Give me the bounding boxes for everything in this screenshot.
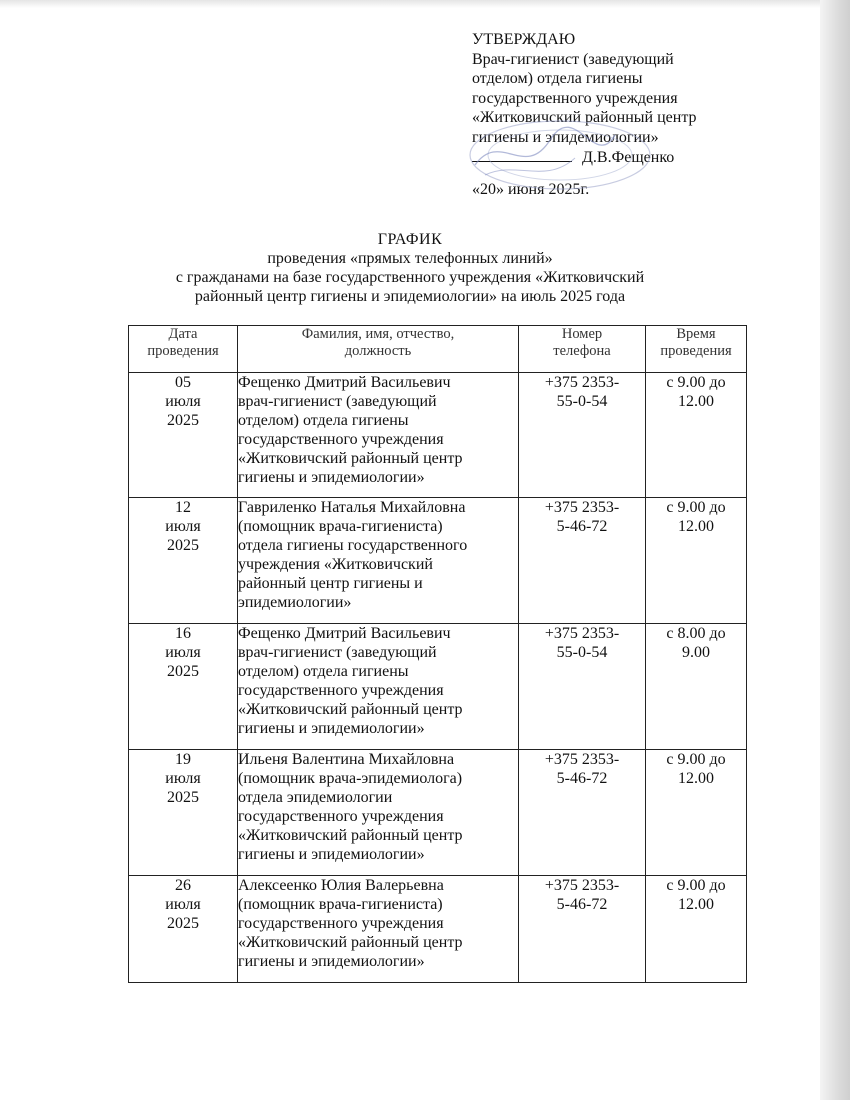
- date-cell: [129, 876, 238, 983]
- cell-text: 5-46-72: [556, 770, 608, 787]
- cell-text: государственного учреждения: [238, 682, 444, 699]
- cell-text: районный центр гигиены и: [238, 575, 423, 592]
- header-text: телефона: [553, 343, 611, 359]
- table-row: [129, 876, 747, 983]
- cell-text: отделом) отдела гигиены: [238, 412, 409, 429]
- cell-text: «Житковичский районный центр: [238, 827, 463, 844]
- cell-text: +375 2353-: [544, 877, 620, 894]
- header-date: [129, 326, 238, 373]
- cell-text: июля: [165, 393, 201, 410]
- cell-text: врач-гигиенист (заведующий: [238, 644, 437, 661]
- header-text: проведения: [147, 343, 219, 359]
- cell-text: июля: [165, 518, 201, 535]
- cell-text: эпидемиологии»: [238, 594, 352, 611]
- stamp-icon: [455, 110, 665, 200]
- phone-cell: [519, 498, 646, 624]
- cell-text: 26: [175, 877, 191, 894]
- time-cell: [646, 373, 747, 498]
- cell-text: гигиены и эпидемиологии»: [238, 469, 425, 486]
- cell-text: 12.00: [678, 896, 714, 913]
- table-row: [129, 750, 747, 876]
- time-cell: [646, 876, 747, 983]
- cell-text: (помощник врача-гигиениста): [238, 518, 443, 535]
- approval-line: гигиены и эпидемиологии»: [472, 128, 659, 146]
- cell-text: 2025: [167, 915, 199, 932]
- table-row: [129, 498, 747, 624]
- time-cell: [646, 624, 747, 750]
- cell-text: июля: [165, 770, 201, 787]
- cell-text: гигиены и эпидемиологии»: [238, 846, 425, 863]
- cell-text: с 9.00 до: [666, 877, 726, 894]
- cell-text: +375 2353-: [544, 374, 620, 391]
- time-cell: [646, 498, 747, 624]
- cell-text: учреждения «Житковичский: [238, 556, 433, 573]
- table-row: [129, 373, 747, 498]
- cell-text: 05: [175, 374, 191, 391]
- time-cell: [646, 750, 747, 876]
- date-cell: [129, 498, 238, 624]
- cell-text: 2025: [167, 412, 199, 429]
- cell-text: «Житковичский районный центр: [238, 934, 463, 951]
- approval-date: «20» июня 2025г.: [472, 180, 590, 198]
- cell-text: отделом) отдела гигиены: [238, 663, 409, 680]
- cell-text: 2025: [167, 663, 199, 680]
- cell-text: гигиены и эпидемиологии»: [238, 720, 425, 737]
- cell-text: (помощник врача-эпидемиолога): [238, 770, 463, 787]
- schedule-title: [120, 230, 700, 306]
- cell-text: +375 2353-: [544, 751, 620, 768]
- title-line: проведения «прямых телефонных линий»: [267, 250, 553, 267]
- cell-text: «Житковичский районный центр: [238, 450, 463, 467]
- cell-text: отдела гигиены государственного: [238, 537, 468, 554]
- phone-cell: [519, 876, 646, 983]
- person-cell: [238, 498, 519, 624]
- cell-text: Ильеня Валентина Михайловна: [238, 751, 455, 768]
- cell-text: с 9.00 до: [666, 374, 726, 391]
- cell-text: 5-46-72: [556, 896, 608, 913]
- header-text: Фамилия, имя, отчество,: [301, 326, 455, 342]
- phone-cell: [519, 750, 646, 876]
- cell-text: Фещенко Дмитрий Васильевич: [238, 625, 451, 642]
- approval-line: государственного учреждения: [472, 89, 678, 107]
- cell-text: +375 2353-: [544, 625, 620, 642]
- signature-name: Д.В.Фещенко: [582, 149, 675, 166]
- cell-text: +375 2353-: [544, 499, 620, 516]
- approval-line: Врач-гигиенист (заведующий: [472, 50, 674, 68]
- approval-line: «Житковичский районный центр: [472, 109, 697, 126]
- cell-text: 12.00: [678, 518, 714, 535]
- scan-edge-top: [0, 0, 850, 8]
- table-header-row: [129, 326, 747, 373]
- cell-text: 2025: [167, 789, 199, 806]
- cell-text: июля: [165, 896, 201, 913]
- cell-text: 19: [175, 751, 191, 768]
- cell-text: 5-46-72: [556, 518, 608, 535]
- header-phone: [519, 326, 646, 373]
- person-cell: [238, 750, 519, 876]
- cell-text: июля: [165, 644, 201, 661]
- title-heading: ГРАФИК: [377, 231, 443, 248]
- cell-text: Фещенко Дмитрий Васильевич: [238, 374, 451, 391]
- cell-text: 12.00: [678, 393, 714, 410]
- cell-text: с 9.00 до: [666, 751, 726, 768]
- scan-edge-right: [820, 0, 850, 1100]
- schedule-table: [128, 325, 747, 983]
- title-line: с гражданами на базе государственного учреждения «Житковичский: [175, 269, 645, 286]
- cell-text: Гавриленко Наталья Михайловна: [238, 499, 466, 516]
- cell-text: 55-0-54: [556, 393, 608, 410]
- cell-text: государственного учреждения: [238, 808, 444, 825]
- cell-text: с 9.00 до: [666, 499, 726, 516]
- header-text: Время: [676, 326, 716, 342]
- phone-cell: [519, 373, 646, 498]
- cell-text: (помощник врача-гигиениста): [238, 896, 443, 913]
- cell-text: врач-гигиенист (заведующий: [238, 393, 437, 410]
- header-text: Дата: [168, 326, 198, 342]
- person-cell: [238, 624, 519, 750]
- date-cell: [129, 750, 238, 876]
- table-row: [129, 624, 747, 750]
- cell-text: отдела эпидемиологии: [238, 789, 393, 806]
- cell-text: государственного учреждения: [238, 431, 444, 448]
- cell-text: Алексеенко Юлия Валерьевна: [238, 877, 444, 894]
- header-time: [646, 326, 747, 373]
- cell-text: 16: [175, 625, 191, 642]
- cell-text: 12.00: [678, 770, 714, 787]
- cell-text: 2025: [167, 537, 199, 554]
- header-text: проведения: [660, 343, 732, 359]
- header-text: должность: [344, 343, 412, 359]
- approval-line: отделом) отдела гигиены: [472, 70, 643, 87]
- date-cell: [129, 624, 238, 750]
- approval-heading: УТВЕРЖДАЮ: [472, 31, 576, 48]
- cell-text: «Житковичский районный центр: [238, 701, 463, 718]
- cell-text: 12: [175, 499, 191, 516]
- date-cell: [129, 373, 238, 498]
- phone-cell: [519, 624, 646, 750]
- title-line: районный центр гигиены и эпидемиологии» на июль 2025 года: [194, 288, 626, 305]
- cell-text: 55-0-54: [556, 644, 608, 661]
- cell-text: гигиены и эпидемиологии»: [238, 953, 425, 970]
- cell-text: с 8.00 до: [666, 625, 726, 642]
- person-cell: [238, 373, 519, 498]
- person-cell: [238, 876, 519, 983]
- header-text: Номер: [561, 326, 603, 342]
- header-person: [238, 326, 519, 373]
- cell-text: 9.00: [682, 644, 710, 661]
- cell-text: государственного учреждения: [238, 915, 444, 932]
